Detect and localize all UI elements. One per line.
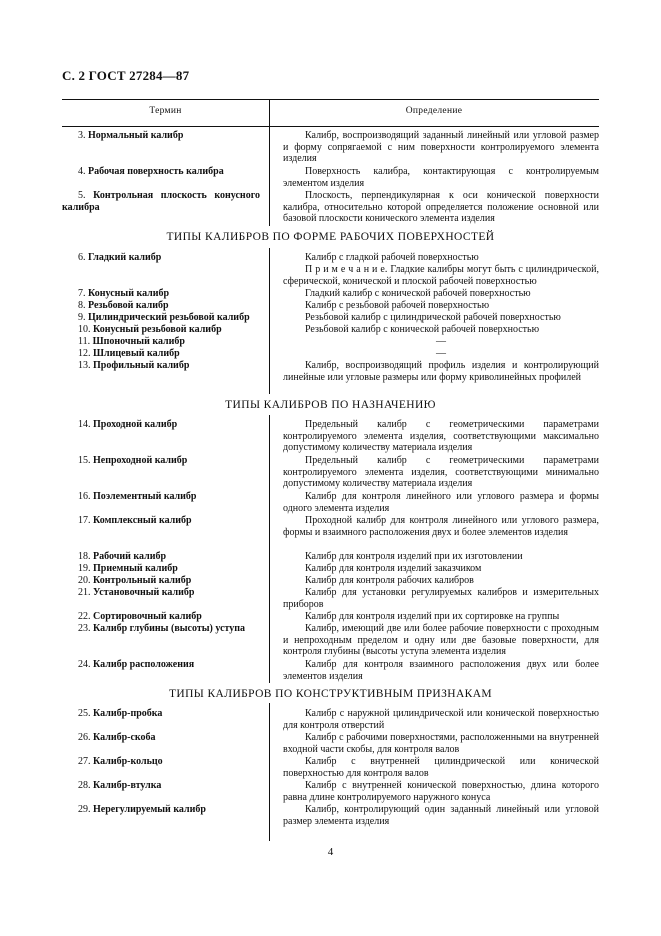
definition-cell: Резьбовой калибр с цилиндрической рабочей поверхностью <box>305 312 561 323</box>
page-header: С. 2 ГОСТ 27284—87 <box>62 68 190 83</box>
definition-cell: Калибр с наружной цилиндрической или конической поверхностью для контроля отверстий <box>283 708 599 731</box>
definition-cell: Проходной калибр для контроля линейного или углового размера, формы и взаимного расположения двух и более элементов изделия <box>283 515 599 538</box>
term-cell: 6. Гладкий калибр <box>78 252 162 263</box>
term-cell: 4. Рабочая поверхность калибра <box>78 166 224 177</box>
term-cell: 11. Шпоночный калибр <box>78 336 185 347</box>
term-cell: 25. Калибр-пробка <box>78 708 163 719</box>
term-cell: 10. Конусный резьбовой калибр <box>78 324 222 335</box>
section-heading: ТИПЫ КАЛИБРОВ ПО НАЗНАЧЕНИЮ <box>225 399 436 411</box>
column-header-definition: Определение <box>405 106 463 116</box>
term-cell: 18. Рабочий калибр <box>78 551 167 562</box>
definition-cell: Калибр для контроля изделий при их изготовлении <box>305 551 523 562</box>
column-header-term: Термин <box>149 106 182 116</box>
term-cell: 27. Калибр-кольцо <box>78 756 163 767</box>
term-cell: 26. Калибр-скоба <box>78 732 156 743</box>
definition-cell: Плоскость, перпендикулярная к оси конической поверхности калибра, относительно которой определяется положение основной или базовой плоскости конического элемента изделия <box>283 190 599 225</box>
definition-cell: Предельный калибр с геометрическими параметрами контролируемого элемента изделия, соответствующими минимально допустимому количеству материала изделия <box>283 455 599 490</box>
definition-cell: Калибр для установки регулируемых калибров и измерительных приборов <box>283 587 599 610</box>
definition-cell: Калибр, контролирующий один заданный линейный или угловой размер элемента изделия <box>283 804 599 827</box>
definition-cell: — <box>436 348 446 359</box>
term-cell: 13. Профильный калибр <box>78 360 190 371</box>
term-cell: 16. Поэлементный калибр <box>78 491 197 502</box>
definition-cell: Предельный калибр с геометрическими параметрами контролируемого элемента изделия, соответствующими максимально допустимому количеству материала изделия <box>283 419 599 454</box>
term-cell: 15. Непроходной калибр <box>78 455 188 466</box>
page-number: 4 <box>327 846 334 858</box>
term-cell: 17. Комплексный калибр <box>78 515 192 526</box>
note-cell: П р и м е ч а н и е. Гладкие калибры могут быть с цилиндрической, сферической, конической и плоской рабочей поверхностью <box>283 264 599 287</box>
term-cell: 19. Приемный калибр <box>78 563 178 574</box>
definition-cell: — <box>436 336 446 347</box>
column-divider <box>269 415 270 683</box>
definition-cell: Калибр для контроля рабочих калибров <box>305 575 474 586</box>
section-heading: ТИПЫ КАЛИБРОВ ПО КОНСТРУКТИВНЫМ ПРИЗНАКАМ <box>168 688 493 700</box>
definition-cell: Калибр для контроля линейного или углового размера и формы одного элемента изделия <box>283 491 599 514</box>
definition-cell: Калибр для контроля взаимного расположения двух или более элементов изделия <box>283 659 599 682</box>
term-cell: 14. Проходной калибр <box>78 419 178 430</box>
term-cell: 24. Калибр расположения <box>78 659 195 670</box>
definition-cell: Резьбовой калибр с конической рабочей поверхностью <box>305 324 540 335</box>
term-cell: 9. Цилиндрический резьбовой калибр <box>78 312 250 323</box>
column-divider <box>269 99 270 126</box>
table-top-rule <box>62 99 599 100</box>
definition-cell: Калибр, воспроизводящий заданный линейный или угловой размер и форму сопрягаемой с ним поверхности контролируемого элемента изделия <box>283 130 599 165</box>
definition-cell: Поверхность калибра, контактирующая с контролируемым элементом изделия <box>283 166 599 189</box>
term-cell: 29. Нерегулируемый калибр <box>78 804 206 815</box>
term-cell: 28. Калибр-втулка <box>78 780 162 791</box>
definition-cell: Гладкий калибр с конической рабочей поверхностью <box>305 288 531 299</box>
term-cell: 21. Установочный калибр <box>78 587 195 598</box>
term-cell: 3. Нормальный калибр <box>78 130 184 141</box>
term-cell: 7. Конусный калибр <box>78 288 170 299</box>
definition-cell: Калибр с резьбовой рабочей поверхностью <box>305 300 490 311</box>
column-divider <box>269 703 270 841</box>
column-divider <box>269 126 270 226</box>
term-cell: 23. Калибр глубины (высоты) уступа <box>78 623 246 634</box>
term-cell: 22. Сортировочный калибр <box>78 611 202 622</box>
definition-cell: Калибр с внутренней цилиндрической или конической поверхностью для контроля валов <box>283 756 599 779</box>
definition-cell: Калибр с гладкой рабочей поверхностью <box>305 252 479 263</box>
section-heading: ТИПЫ КАЛИБРОВ ПО ФОРМЕ РАБОЧИХ ПОВЕРХНОСТЕЙ <box>166 231 495 243</box>
term-cell: 20. Контрольный калибр <box>78 575 192 586</box>
definition-cell: Калибр с внутренней конической поверхностью, длина которого равна длине контролируемого наружного конуса <box>283 780 599 803</box>
definition-cell: Калибр для контроля изделий заказчиком <box>305 563 482 574</box>
term-cell: 5. Контрольная плоскость конусного калибра <box>62 190 260 213</box>
term-cell: 12. Шлицевый калибр <box>78 348 180 359</box>
definition-cell: Калибр, воспроизводящий профиль изделия и контролирующий линейные или угловые размеры или форму криволинейных профилей <box>283 360 599 383</box>
term-cell: 8. Резьбовой калибр <box>78 300 169 311</box>
definition-cell: Калибр с рабочими поверхностями, расположенными на внутренней входной части скобы, для контроля валов <box>283 732 599 755</box>
definition-cell: Калибр, имеющий две или более рабочие поверхности с проходным и непроходным пределом и одну или две базовые поверхности, для контроля глубины (высоты уступа элемента изделия <box>283 623 599 658</box>
table-header-rule <box>62 126 599 127</box>
definition-cell: Калибр для контроля изделий при их сортировке на группы <box>305 611 560 622</box>
